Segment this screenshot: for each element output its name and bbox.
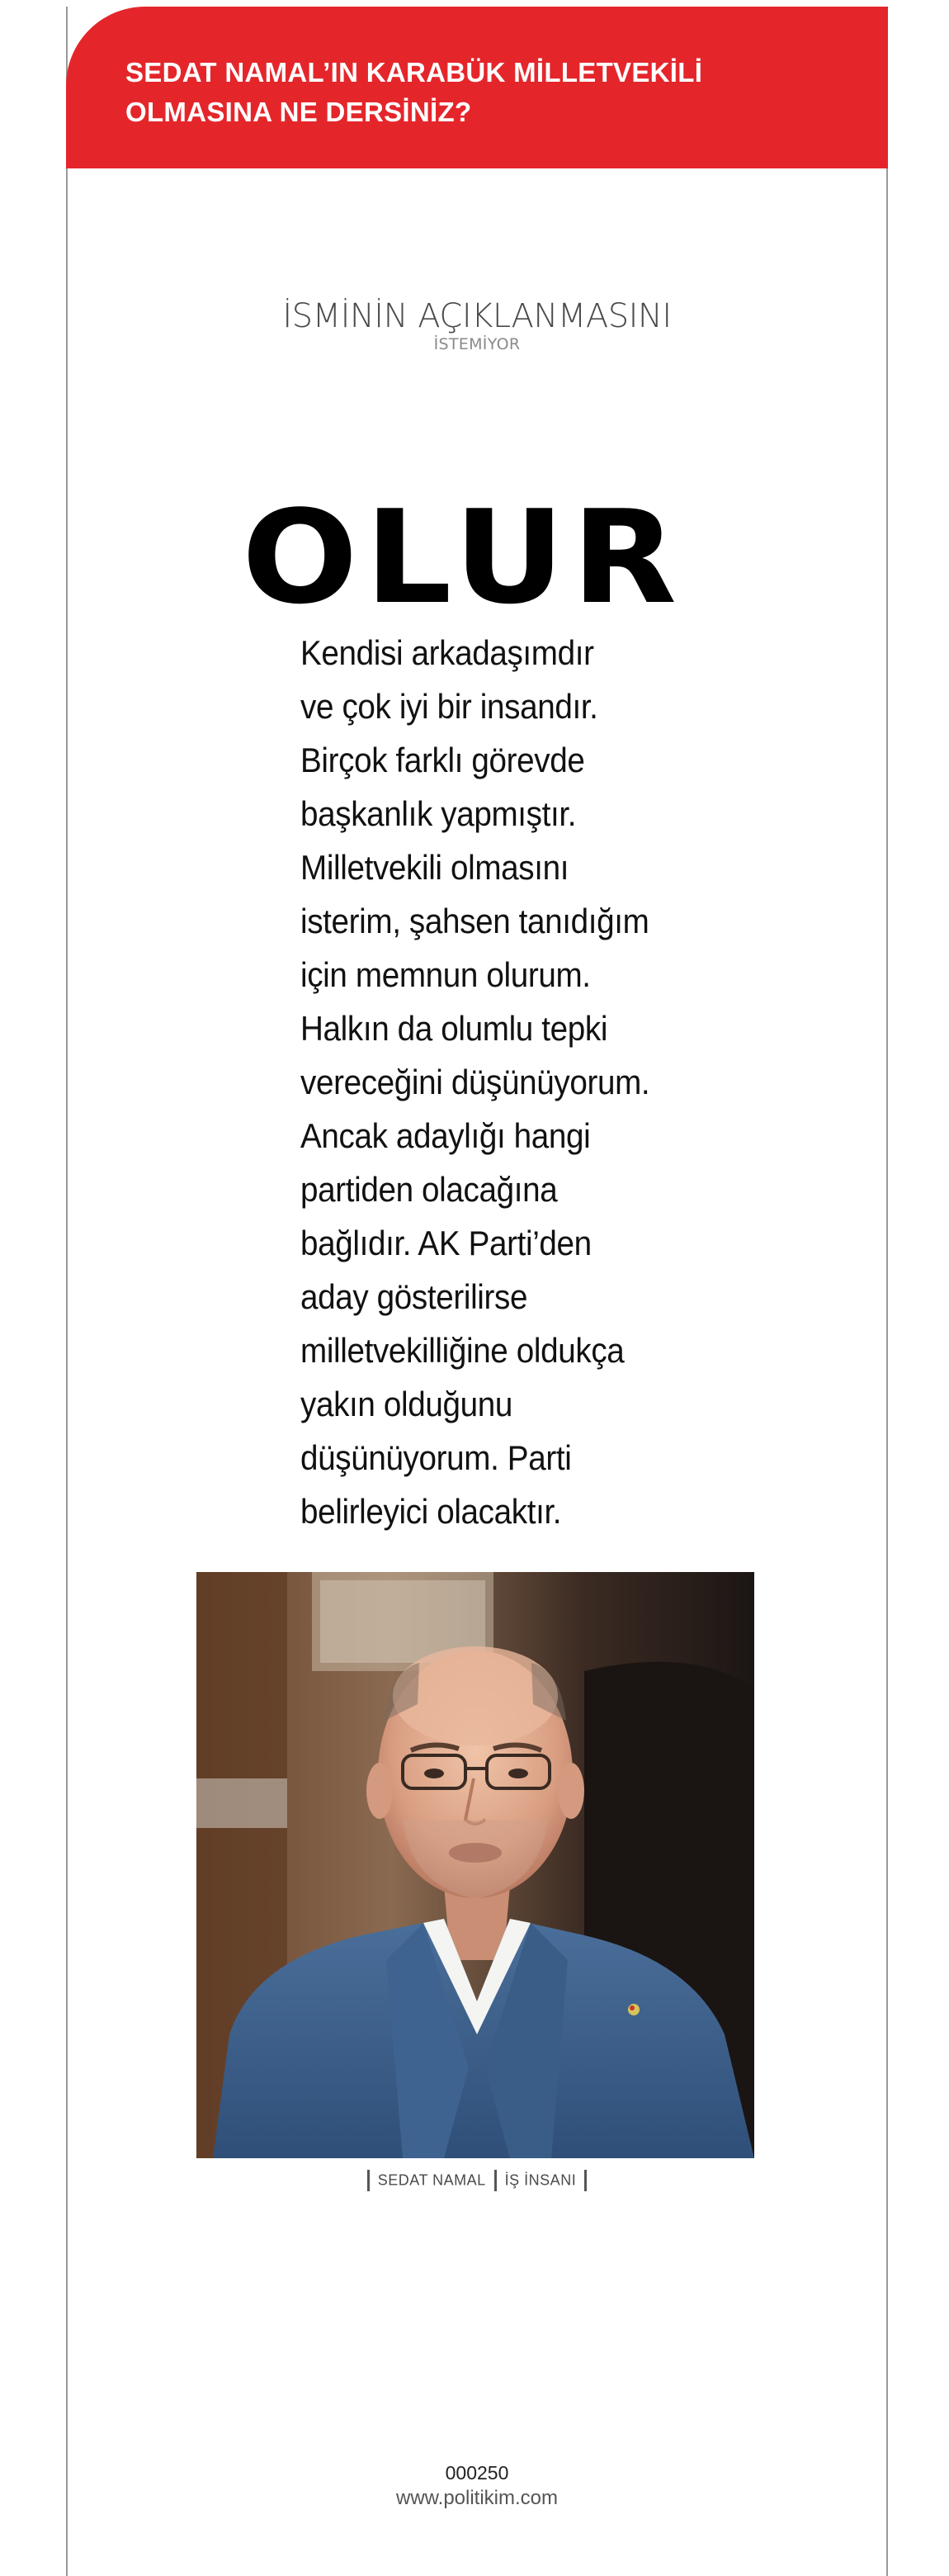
comment-line: isterim, şahsen tanıdığım <box>300 902 649 940</box>
respondent-name: İSMİNİN AÇIKLANMASINI <box>282 297 672 335</box>
question-banner <box>66 7 888 168</box>
respondent-note: İSTEMİYOR <box>433 335 521 353</box>
portrait-photo <box>196 1572 754 2158</box>
question-title: SEDAT NAMAL’IN KARABÜK MİLLETVEKİLİ OLMASINA NE DERSİNİZ? <box>125 57 703 127</box>
footer <box>66 2460 888 2512</box>
comment-line: Halkın da olumlu tepki <box>300 1009 608 1048</box>
caption-divider <box>584 2170 587 2191</box>
comment-line: Ancak adaylığı hangi <box>300 1116 591 1155</box>
comment-line: bağlıdır. AK Parti’den <box>300 1224 592 1262</box>
comment-text <box>300 626 688 1538</box>
footer-code: 000250 <box>445 2462 509 2484</box>
comment-line: ve çok iyi bir insandır. <box>300 687 598 726</box>
respondent-block <box>66 297 888 353</box>
caption-divider <box>367 2170 370 2191</box>
comment-line: Milletvekili olmasını <box>300 848 569 887</box>
comment-line: partiden olacağına <box>300 1170 558 1209</box>
photo-caption <box>66 2170 888 2191</box>
comment-line: yakın olduğunu <box>300 1385 512 1423</box>
comment-line: Kendisi arkadaşımdır <box>300 633 594 672</box>
comment-line: için memnun olurum. <box>300 955 591 994</box>
comment-line: düşünüyorum. Parti <box>300 1438 572 1477</box>
footer-website[interactable]: www.politikim.com <box>395 2487 559 2509</box>
caption-role: İŞ İNSANI <box>504 2171 577 2189</box>
comment-line: Birçok farklı görevde <box>300 741 585 779</box>
caption-divider <box>494 2170 497 2191</box>
answer-headline: OLUR <box>242 482 684 632</box>
comment-line: başkanlık yapmıştır. <box>300 794 577 833</box>
comment-line: milletvekilliğine oldukça <box>300 1331 625 1370</box>
comment-line: aday gösterilirse <box>300 1277 528 1316</box>
portrait-illustration <box>196 1572 754 2158</box>
comment-line: belirleyici olacaktır. <box>300 1492 562 1531</box>
comment-line: vereceğini düşünüyorum. <box>300 1063 650 1101</box>
caption-name: SEDAT NAMAL <box>377 2171 486 2189</box>
